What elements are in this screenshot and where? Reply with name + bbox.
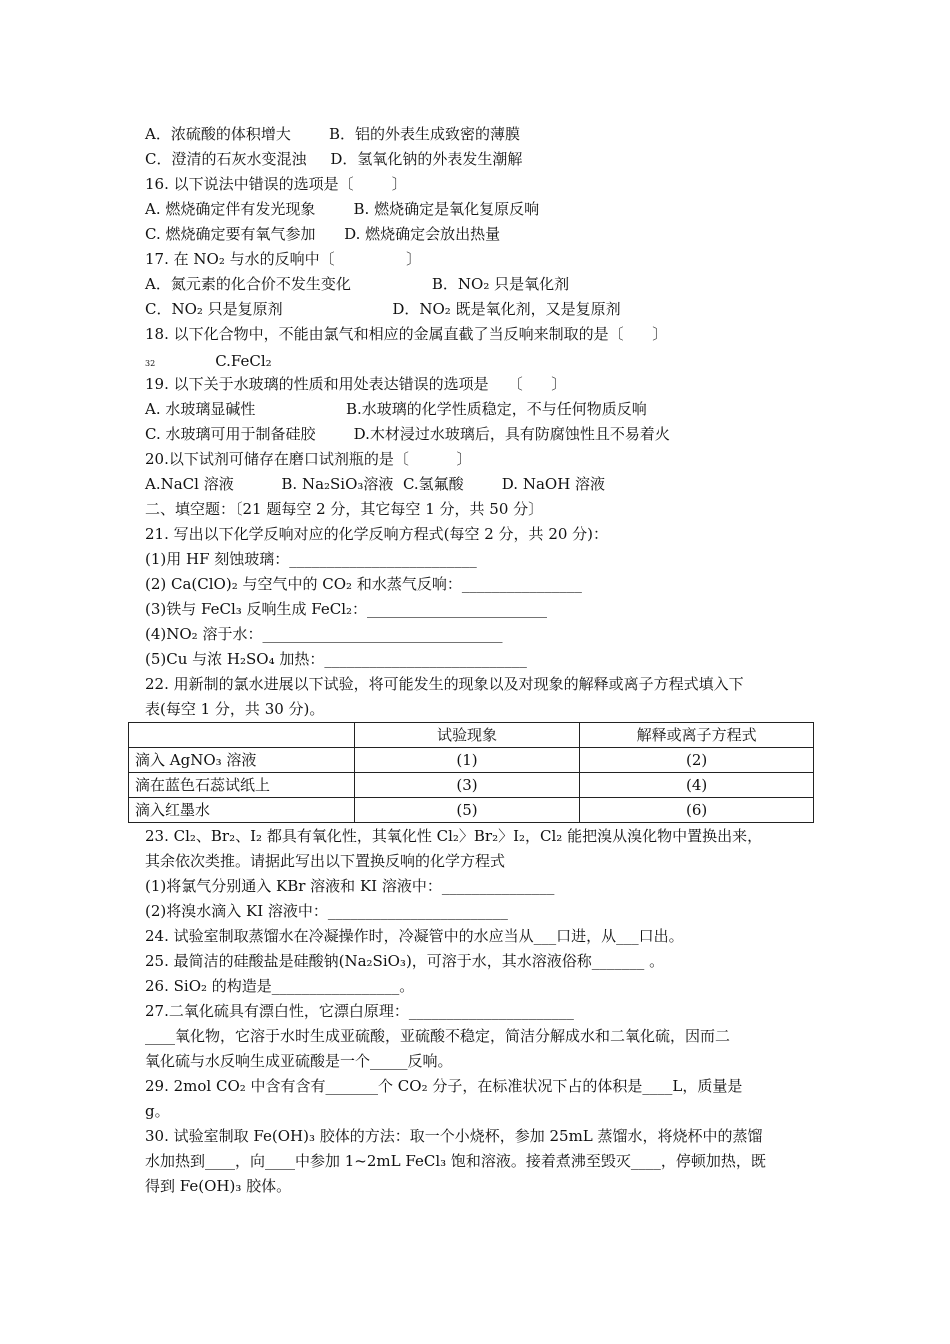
text-line: 21. 写出以下化学反响对应的化学反响方程式(每空 2 分，共 20 分)： [145, 525, 609, 543]
text-line: g。 [145, 1102, 170, 1120]
q21-part-4 [145, 624, 502, 644]
q21-part-2 [145, 574, 582, 594]
text-line: (2)将溴水滴入 KI 溶液中：________________________ [145, 902, 508, 920]
q25 [145, 951, 664, 971]
text-line: A．氮元素的化合价不发生变化 B．NO₂ 只是氧化剂 [145, 275, 570, 293]
text-line: 27.二氧化硫具有漂白性，它漂白原理：______________________ [145, 1002, 574, 1020]
text-line: C．NO₂ 只是复原剂 D．NO₂ 既是氧化剂，又是复原剂 [145, 300, 621, 318]
table-cell: 滴入红墨水 [129, 798, 355, 823]
text-line: (1)用 HF 刻蚀玻璃：_________________________ [145, 550, 477, 568]
text-line: (4)NO₂ 溶于水：________________________________ [145, 625, 503, 643]
q17-options-cd [145, 299, 621, 319]
text-line: (3)铁与 FeCl₃ 反响生成 FeCl₂：________________________ [145, 600, 548, 618]
table-cell: (3) [354, 773, 580, 798]
text-line: A. 水玻璃显碱性 B.水玻璃的化学性质稳定，不与任何物质反响 [145, 400, 647, 418]
q26 [145, 976, 414, 996]
q29-line-1 [145, 1076, 742, 1096]
q20-stem [145, 449, 472, 469]
q24 [145, 926, 684, 946]
text-line: 16. 以下说法中错误的选项是〔 〕 [145, 175, 407, 193]
q16-options-ab [145, 199, 539, 219]
text-line: 22. 用新制的氯水进展以下试验，将可能发生的现象以及对现象的解释或离子方程式填入下 [145, 675, 744, 693]
q19-stem [145, 374, 566, 394]
q21-part-5 [145, 649, 527, 669]
table-cell: (5) [354, 798, 580, 823]
q21-stem [145, 524, 608, 544]
q19-options-cd [145, 424, 670, 444]
text-fragment: 32 [145, 359, 156, 368]
table-header-cell: 解释或离子方程式 [580, 723, 814, 748]
q23-part-1 [145, 876, 554, 896]
text-line: ____氧化物，它溶于水时生成亚硫酸，亚硫酸不稳定，简洁分解成水和二氧化硫，因而二 [145, 1027, 731, 1045]
text-line: A. 燃烧确定伴有发光现象 B. 燃烧确定是氧化复原反响 [145, 200, 540, 218]
text-line: (5)Cu 与浓 H₂SO₄ 加热：___________________________ [145, 650, 527, 668]
q30-line-1 [145, 1126, 763, 1146]
text-line: 30. 试验室制取 Fe(OH)₃ 胶体的方法：取一个小烧杯，参加 25mL 蒸馏水，将烧杯中的蒸馏 [145, 1127, 763, 1145]
text-line: 26. SiO₂ 的构造是_________________。 [145, 977, 415, 995]
table-cell: 滴在蓝色石蕊试纸上 [129, 773, 355, 798]
text-line: 18. 以下化合物中，不能由氯气和相应的金属直截了当反响来制取的是〔 〕 [145, 325, 668, 343]
text-line: 17. 在 NO₂ 与水的反响中〔 〕 [145, 250, 422, 268]
text-line: 20.以下试剂可储存在磨口试剂瓶的是〔 〕 [145, 450, 472, 468]
text-line: A．浓硫酸的体积增大 B．铝的外表生成致密的薄膜 [145, 125, 521, 143]
text-line: 得到 Fe(OH)₃ 胶体。 [145, 1177, 292, 1195]
table-cell: (4) [580, 773, 814, 798]
text-line: A.NaCl 溶液 B. Na₂SiO₃溶液 C.氢氟酸 D. NaOH 溶液 [145, 475, 606, 493]
table-row [129, 798, 814, 823]
q15-options-cd [145, 149, 522, 169]
q18-options [145, 351, 272, 374]
table-row [129, 748, 814, 773]
q22-stem [145, 674, 744, 694]
text-line: 其余依次类推。请据此写出以下置换反响的化学方程式 [145, 852, 506, 870]
q27 [145, 1001, 574, 1021]
q19-options-ab [145, 399, 647, 419]
q23-stem-cont [145, 851, 505, 871]
text-line: C. 水玻璃可用于制备硅胶 D.木材浸过水玻璃后，具有防腐蚀性且不易着火 [145, 425, 670, 443]
q28-line-2 [145, 1051, 453, 1071]
text-line: (2) Ca(ClO)₂ 与空气中的 CO₂ 和水蒸气反响：________________ [145, 575, 582, 593]
q22-stem-cont [145, 699, 324, 719]
q21-part-3 [145, 599, 547, 619]
table-cell: (1) [354, 748, 580, 773]
text-line: 水加热到____，向____中参加 1~2mL FeCl₃ 饱和溶液。接着煮沸至毁灭____，停顿加热，既 [145, 1152, 766, 1170]
text-line: 氧化硫与水反响生成亚硫酸是一个_____反响。 [145, 1052, 453, 1070]
text-line: 二、填空题：〔21 题每空 2 分，其它每空 1 分，共 50 分〕 [145, 500, 544, 518]
table-row [129, 773, 814, 798]
text-line: 表(每空 1 分，共 30 分)。 [145, 700, 325, 718]
text-line: 29. 2mol CO₂ 中含有含有_______个 CO₂ 分子，在标准状况下占的体积是____L，质量是 [145, 1077, 743, 1095]
q21-part-1 [145, 549, 477, 569]
q17-options-ab [145, 274, 569, 294]
text-line: C.FeCl₂ [215, 352, 272, 370]
q16-stem [145, 174, 407, 194]
table-cell: (6) [580, 798, 814, 823]
q23-part-2 [145, 901, 508, 921]
text-line: 25. 最简洁的硅酸盐是硅酸钠(Na₂SiO₃)，可溶于水，其水溶液俗称_______ 。 [145, 952, 665, 970]
q17-stem [145, 249, 421, 269]
table-cell: (2) [580, 748, 814, 773]
q23-stem [145, 826, 762, 846]
q28-line-1 [145, 1026, 730, 1046]
q30-line-2 [145, 1151, 766, 1171]
text-line: C. 燃烧确定要有氧气参加 D. 燃烧确定会放出热量 [145, 225, 501, 243]
table-header-cell: 试验现象 [354, 723, 580, 748]
q20-options [145, 474, 605, 494]
q18-stem [145, 324, 667, 344]
text-line: 19. 以下关于水玻璃的性质和用处表达错误的选项是 〔 〕 [145, 375, 567, 393]
text-line: (1)将氯气分别通入 KBr 溶液和 KI 溶液中：_______________ [145, 877, 555, 895]
experiment-table [128, 722, 814, 823]
table-header-row [129, 723, 814, 748]
table-cell: 滴入 AgNO₃ 溶液 [129, 748, 355, 773]
q15-options-ab [145, 124, 520, 144]
text-line: C．澄清的石灰水变混浊 D．氢氧化钠的外表发生潮解 [145, 150, 523, 168]
q16-options-cd [145, 224, 500, 244]
q29-line-2 [145, 1101, 170, 1121]
section-2-heading [145, 499, 543, 519]
text-line: 23. Cl₂、Br₂、I₂ 都具有氧化性，其氧化性 Cl₂〉Br₂〉I₂，Cl₂ 能把溴从溴化物中置换出来， [145, 827, 763, 845]
q30-line-3 [145, 1176, 291, 1196]
table-header-cell [129, 723, 355, 748]
text-line: 24. 试验室制取蒸馏水在冷凝操作时，冷凝管中的水应当从___口进，从___口出。 [145, 927, 684, 945]
